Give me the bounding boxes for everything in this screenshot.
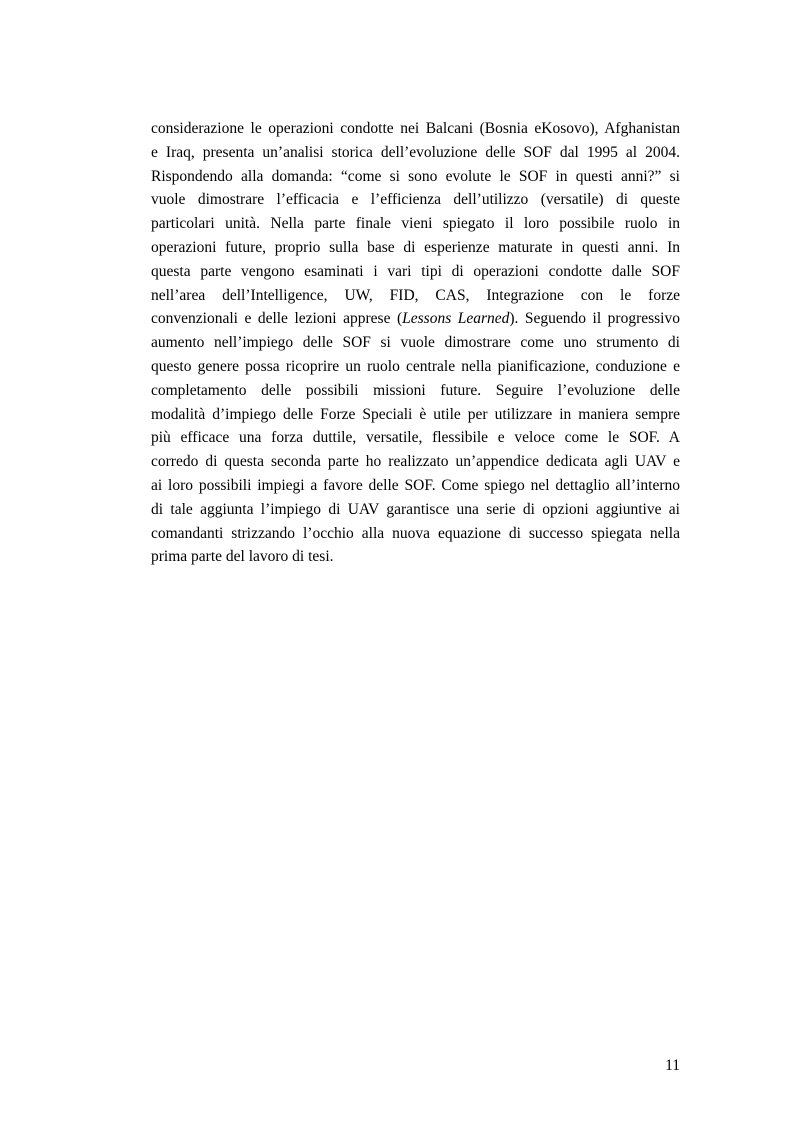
paragraph-line: ai loro possibili impiegi a favore delle SOF. Come spiego nel dettaglio all’interno	[151, 476, 680, 494]
paragraph-line: più efficace una forza duttile, versatile, flessibile e veloce come le SOF. A	[151, 429, 680, 447]
paragraph-line	[151, 307, 680, 331]
paragraph-line: e Iraq, presenta un’analisi storica dell’evoluzione delle SOF dal 1995 al 2004.	[151, 143, 680, 161]
paragraph-line: Rispondendo alla domanda: “come si sono evolute le SOF in questi anni?” si	[151, 167, 680, 185]
paragraph-line: vuole dimostrare l’efficacia e l’efficienza dell’utilizzo (versatile) di queste	[151, 191, 680, 209]
paragraph-line: completamento delle possibili missioni future. Seguire l’evoluzione delle	[151, 381, 680, 399]
paragraph-line: nell’area dell’Intelligence, UW, FID, CAS, Integrazione con le forze	[151, 286, 680, 304]
paragraph-line: comandanti strizzando l’occhio alla nuova equazione di successo spiegata nella	[151, 524, 680, 542]
body-paragraph	[151, 117, 680, 569]
paragraph-line: operazioni future, proprio sulla base di esperienze maturate in questi anni. In	[151, 238, 680, 256]
paragraph-line: particolari unità. Nella parte finale vieni spiegato il loro possibile ruolo in	[151, 215, 680, 233]
italic-term: Lessons Learned	[402, 310, 510, 328]
paragraph-line: corredo di questa seconda parte ho realizzato un’appendice dedicata agli UAV e	[151, 453, 680, 471]
paragraph-line: considerazione le operazioni condotte nei Balcani (Bosnia eKosovo), Afghanistan	[151, 120, 680, 137]
paragraph-line: di tale aggiunta l’impiego di UAV garantisce una serie di opzioni aggiuntive ai	[151, 500, 680, 518]
paragraph-line: questa parte vengono esaminati i vari tipi di operazioni condotte dalle SOF	[151, 262, 680, 280]
text-segment: ). Seguendo il progressivo	[509, 310, 680, 328]
paragraph-line: aumento nell’impiego delle SOF si vuole dimostrare come uno strumento di	[151, 334, 680, 352]
text-segment: convenzionali e delle lezioni apprese (	[151, 310, 403, 328]
paragraph-line: prima parte del lavoro di tesi.	[151, 548, 334, 566]
paragraph-line: questo genere possa ricoprire un ruolo centrale nella pianificazione, conduzione e	[151, 357, 680, 375]
page-number: 11	[665, 1057, 680, 1074]
paragraph-line: modalità d’impiego delle Forze Speciali è utile per utilizzare in maniera sempre	[151, 405, 680, 423]
